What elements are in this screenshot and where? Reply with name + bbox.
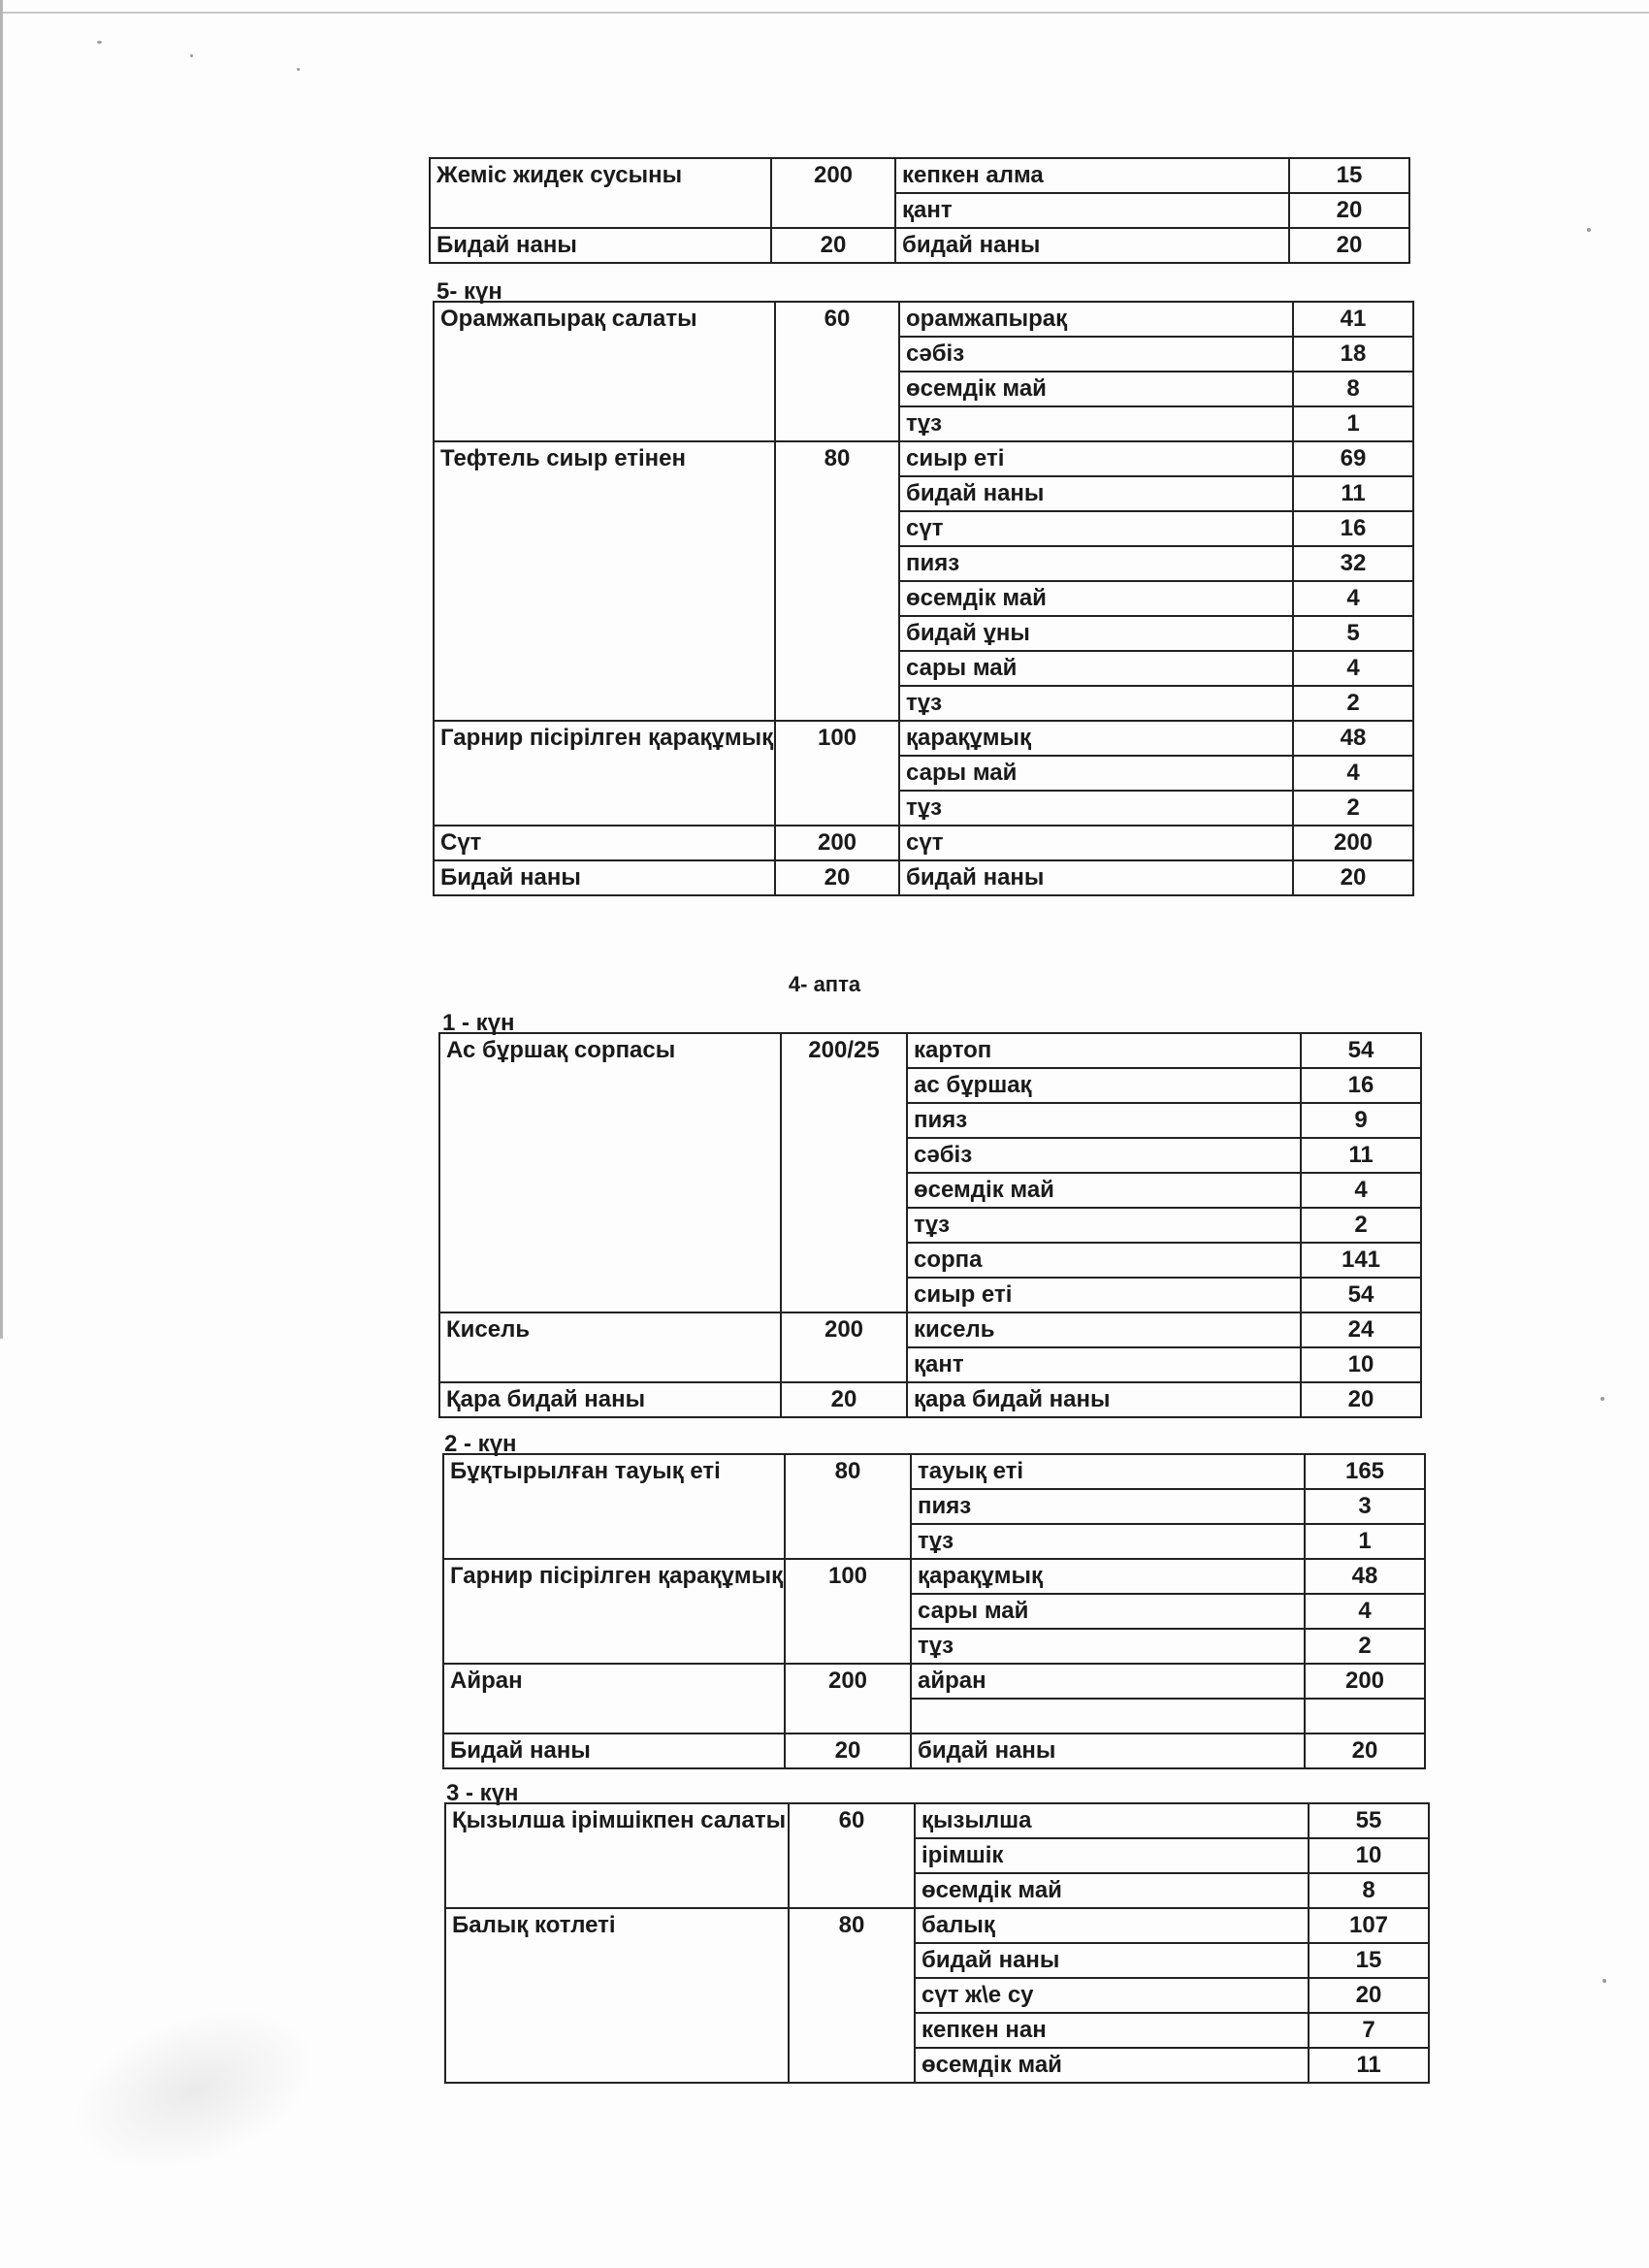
portion-cell: 200: [785, 1664, 911, 1733]
ingredient-cell: тұз: [911, 1629, 1305, 1664]
portion-cell: 100: [775, 721, 899, 826]
amount-cell: 4: [1293, 756, 1413, 791]
amount-cell: 3: [1305, 1489, 1425, 1524]
amount-cell: 54: [1301, 1033, 1421, 1068]
amount-cell: 2: [1293, 791, 1413, 826]
dish-name-cell: Қызылша ірімшікпен салаты: [445, 1803, 789, 1908]
ingredient-cell: бидай наны: [899, 476, 1293, 511]
dish-name-cell: Орамжапырақ салаты: [434, 302, 775, 441]
portion-cell: 60: [789, 1803, 915, 1908]
ingredient-cell: пияз: [907, 1103, 1301, 1138]
portion-cell: 20: [785, 1733, 911, 1768]
portion-cell: 200: [781, 1312, 907, 1382]
amount-cell: 10: [1309, 1838, 1429, 1873]
scan-speck: [1587, 228, 1591, 232]
amount-cell: 8: [1293, 372, 1413, 406]
portion-cell: 200/25: [781, 1033, 907, 1312]
table-row: [443, 1664, 1425, 1699]
ingredient-cell: айран: [911, 1664, 1305, 1699]
table-row: [439, 1382, 1421, 1417]
amount-cell: 107: [1309, 1908, 1429, 1943]
portion-cell: 200: [771, 158, 895, 228]
amount-cell: 4: [1293, 651, 1413, 686]
amount-cell: 24: [1301, 1312, 1421, 1347]
ingredient-cell: сары май: [899, 756, 1293, 791]
amount-cell: 141: [1301, 1243, 1421, 1278]
amount-cell: 20: [1289, 193, 1409, 228]
ingredient-cell: қарақұмық: [899, 721, 1293, 756]
amount-cell: 18: [1293, 337, 1413, 372]
ingredient-cell: тұз: [899, 406, 1293, 441]
amount-cell: 55: [1309, 1803, 1429, 1838]
portion-cell: 80: [789, 1908, 915, 2083]
amount-cell: 4: [1293, 581, 1413, 616]
menu-table-day-3: [444, 1802, 1430, 2084]
dish-name-cell: Гарнир пісірілген қарақұмық: [434, 721, 775, 826]
ingredient-cell: бидай ұны: [899, 616, 1293, 651]
ingredient-cell: кисель: [907, 1312, 1301, 1347]
portion-cell: 80: [775, 441, 899, 721]
table-row: [443, 1454, 1425, 1489]
menu-table: [442, 1453, 1426, 1769]
week-4-title: 4- апта: [788, 972, 861, 996]
table-row: [445, 1908, 1429, 1943]
amount-cell: 4: [1305, 1594, 1425, 1629]
portion-cell: 200: [775, 826, 899, 860]
amount-cell: 20: [1309, 1978, 1429, 2013]
amount-cell: 15: [1309, 1943, 1429, 1978]
amount-cell: 15: [1289, 158, 1409, 193]
menu-table-day-1: [438, 1032, 1422, 1418]
amount-cell: 11: [1293, 476, 1413, 511]
amount-cell: 1: [1293, 406, 1413, 441]
ingredient-cell: қара бидай наны: [907, 1382, 1301, 1417]
portion-cell: 20: [781, 1382, 907, 1417]
ingredient-cell: қант: [907, 1347, 1301, 1382]
day-2-label: 2 - күн: [444, 1431, 517, 1457]
amount-cell: 9: [1301, 1103, 1421, 1138]
menu-table: [444, 1802, 1430, 2084]
ingredient-cell: балық: [915, 1908, 1309, 1943]
table-row: [434, 441, 1413, 476]
menu-table-day-5: [433, 301, 1414, 896]
amount-cell: 200: [1293, 826, 1413, 860]
amount-cell: 11: [1301, 1138, 1421, 1173]
dish-name-cell: Айран: [443, 1664, 785, 1733]
amount-cell: 48: [1293, 721, 1413, 756]
ingredient-cell: өсемдік май: [915, 2048, 1309, 2083]
scan-speck: [1600, 1397, 1604, 1401]
ingredient-cell: бидай наны: [899, 860, 1293, 895]
ingredient-cell: тұз: [899, 686, 1293, 721]
dish-name-cell: Сүт: [434, 826, 775, 860]
ingredient-cell: қант: [895, 193, 1289, 228]
ingredient-cell: сиыр еті: [899, 441, 1293, 476]
amount-cell: 200: [1305, 1664, 1425, 1699]
table-row: [430, 228, 1409, 263]
ingredient-cell: сорпа: [907, 1243, 1301, 1278]
ingredient-cell: сүт: [899, 511, 1293, 546]
dish-name-cell: Қара бидай наны: [439, 1382, 781, 1417]
scan-speck: [190, 54, 193, 57]
ingredient-cell: қарақұмық: [911, 1559, 1305, 1594]
ingredient-cell: ірімшік: [915, 1838, 1309, 1873]
ingredient-cell: орамжапырақ: [899, 302, 1293, 337]
amount-cell: 7: [1309, 2013, 1429, 2048]
ingredient-cell: сиыр еті: [907, 1278, 1301, 1312]
amount-cell: 32: [1293, 546, 1413, 581]
menu-table: [429, 157, 1410, 264]
portion-cell: 20: [771, 228, 895, 263]
amount-cell: 20: [1293, 860, 1413, 895]
menu-table-day-2: [442, 1453, 1426, 1769]
day-3-label: 3 - күн: [446, 1780, 519, 1806]
dish-name-cell: Кисель: [439, 1312, 781, 1382]
ingredient-cell: өсемдік май: [899, 581, 1293, 616]
ingredient-cell: бидай наны: [911, 1733, 1305, 1768]
ingredient-cell: сәбіз: [899, 337, 1293, 372]
dish-name-cell: Жеміс жидек сусыны: [430, 158, 771, 228]
ingredient-cell: бидай наны: [895, 228, 1289, 263]
amount-cell: 2: [1305, 1629, 1425, 1664]
menu-table: [433, 301, 1414, 896]
table-row: [439, 1033, 1421, 1068]
ingredient-cell: тауық еті: [911, 1454, 1305, 1489]
amount-cell: 20: [1305, 1733, 1425, 1768]
dish-name-cell: Бидай наны: [443, 1733, 785, 1768]
day-1-label: 1 - күн: [442, 1010, 515, 1036]
amount-cell: 165: [1305, 1454, 1425, 1489]
ingredient-cell: бидай наны: [915, 1943, 1309, 1978]
ingredient-cell: сәбіз: [907, 1138, 1301, 1173]
portion-cell: 100: [785, 1559, 911, 1664]
dish-name-cell: Балық котлеті: [445, 1908, 789, 2083]
portion-cell: 20: [775, 860, 899, 895]
ingredient-cell: өсемдік май: [899, 372, 1293, 406]
amount-cell: 5: [1293, 616, 1413, 651]
ingredient-cell: тұз: [911, 1524, 1305, 1559]
ingredient-cell: сүт ж\е су: [915, 1978, 1309, 2013]
scan-left-edge: [0, 0, 3, 1339]
table-row: [443, 1559, 1425, 1594]
amount-cell: 8: [1309, 1873, 1429, 1908]
ingredient-cell: картоп: [907, 1033, 1301, 1068]
ingredient-cell: [911, 1699, 1305, 1733]
amount-cell: 2: [1301, 1208, 1421, 1243]
amount-cell: [1305, 1699, 1425, 1733]
dish-name-cell: Бидай наны: [434, 860, 775, 895]
dish-name-cell: Ас бұршақ сорпасы: [439, 1033, 781, 1312]
ingredient-cell: пияз: [899, 546, 1293, 581]
ingredient-cell: сары май: [899, 651, 1293, 686]
table-row: [439, 1312, 1421, 1347]
menu-table: [438, 1032, 1422, 1418]
amount-cell: 10: [1301, 1347, 1421, 1382]
portion-cell: 80: [785, 1454, 911, 1559]
amount-cell: 16: [1293, 511, 1413, 546]
amount-cell: 54: [1301, 1278, 1421, 1312]
scan-speck: [297, 68, 300, 71]
amount-cell: 2: [1293, 686, 1413, 721]
dish-name-cell: Гарнир пісірілген қарақұмық: [443, 1559, 785, 1664]
amount-cell: 16: [1301, 1068, 1421, 1103]
ingredient-cell: қызылша: [915, 1803, 1309, 1838]
table-row: [434, 826, 1413, 860]
scan-speck: [97, 41, 102, 44]
ingredient-cell: ас бұршақ: [907, 1068, 1301, 1103]
scan-top-edge: [0, 12, 1649, 14]
menu-table-top: [429, 157, 1410, 264]
ingredient-cell: кепкен алма: [895, 158, 1289, 193]
table-row: [434, 860, 1413, 895]
portion-cell: 60: [775, 302, 899, 441]
dish-name-cell: Тефтель сиыр етінен: [434, 441, 775, 721]
amount-cell: 1: [1305, 1524, 1425, 1559]
dish-name-cell: Бидай наны: [430, 228, 771, 263]
table-row: [443, 1733, 1425, 1768]
amount-cell: 69: [1293, 441, 1413, 476]
table-row: [430, 158, 1409, 193]
amount-cell: 4: [1301, 1173, 1421, 1208]
scan-smudge: [50, 1979, 338, 2202]
ingredient-cell: тұз: [907, 1208, 1301, 1243]
scan-speck: [1602, 1979, 1606, 1983]
ingredient-cell: сүт: [899, 826, 1293, 860]
table-row: [434, 721, 1413, 756]
amount-cell: 48: [1305, 1559, 1425, 1594]
amount-cell: 11: [1309, 2048, 1429, 2083]
ingredient-cell: кепкен нан: [915, 2013, 1309, 2048]
ingredient-cell: пияз: [911, 1489, 1305, 1524]
ingredient-cell: сары май: [911, 1594, 1305, 1629]
ingredient-cell: өсемдік май: [915, 1873, 1309, 1908]
dish-name-cell: Бұқтырылған тауық еті: [443, 1454, 785, 1559]
table-row: [445, 1803, 1429, 1838]
amount-cell: 20: [1289, 228, 1409, 263]
ingredient-cell: тұз: [899, 791, 1293, 826]
ingredient-cell: өсемдік май: [907, 1173, 1301, 1208]
day-5-label: 5- күн: [436, 278, 502, 305]
amount-cell: 20: [1301, 1382, 1421, 1417]
amount-cell: 41: [1293, 302, 1413, 337]
table-row: [434, 302, 1413, 337]
